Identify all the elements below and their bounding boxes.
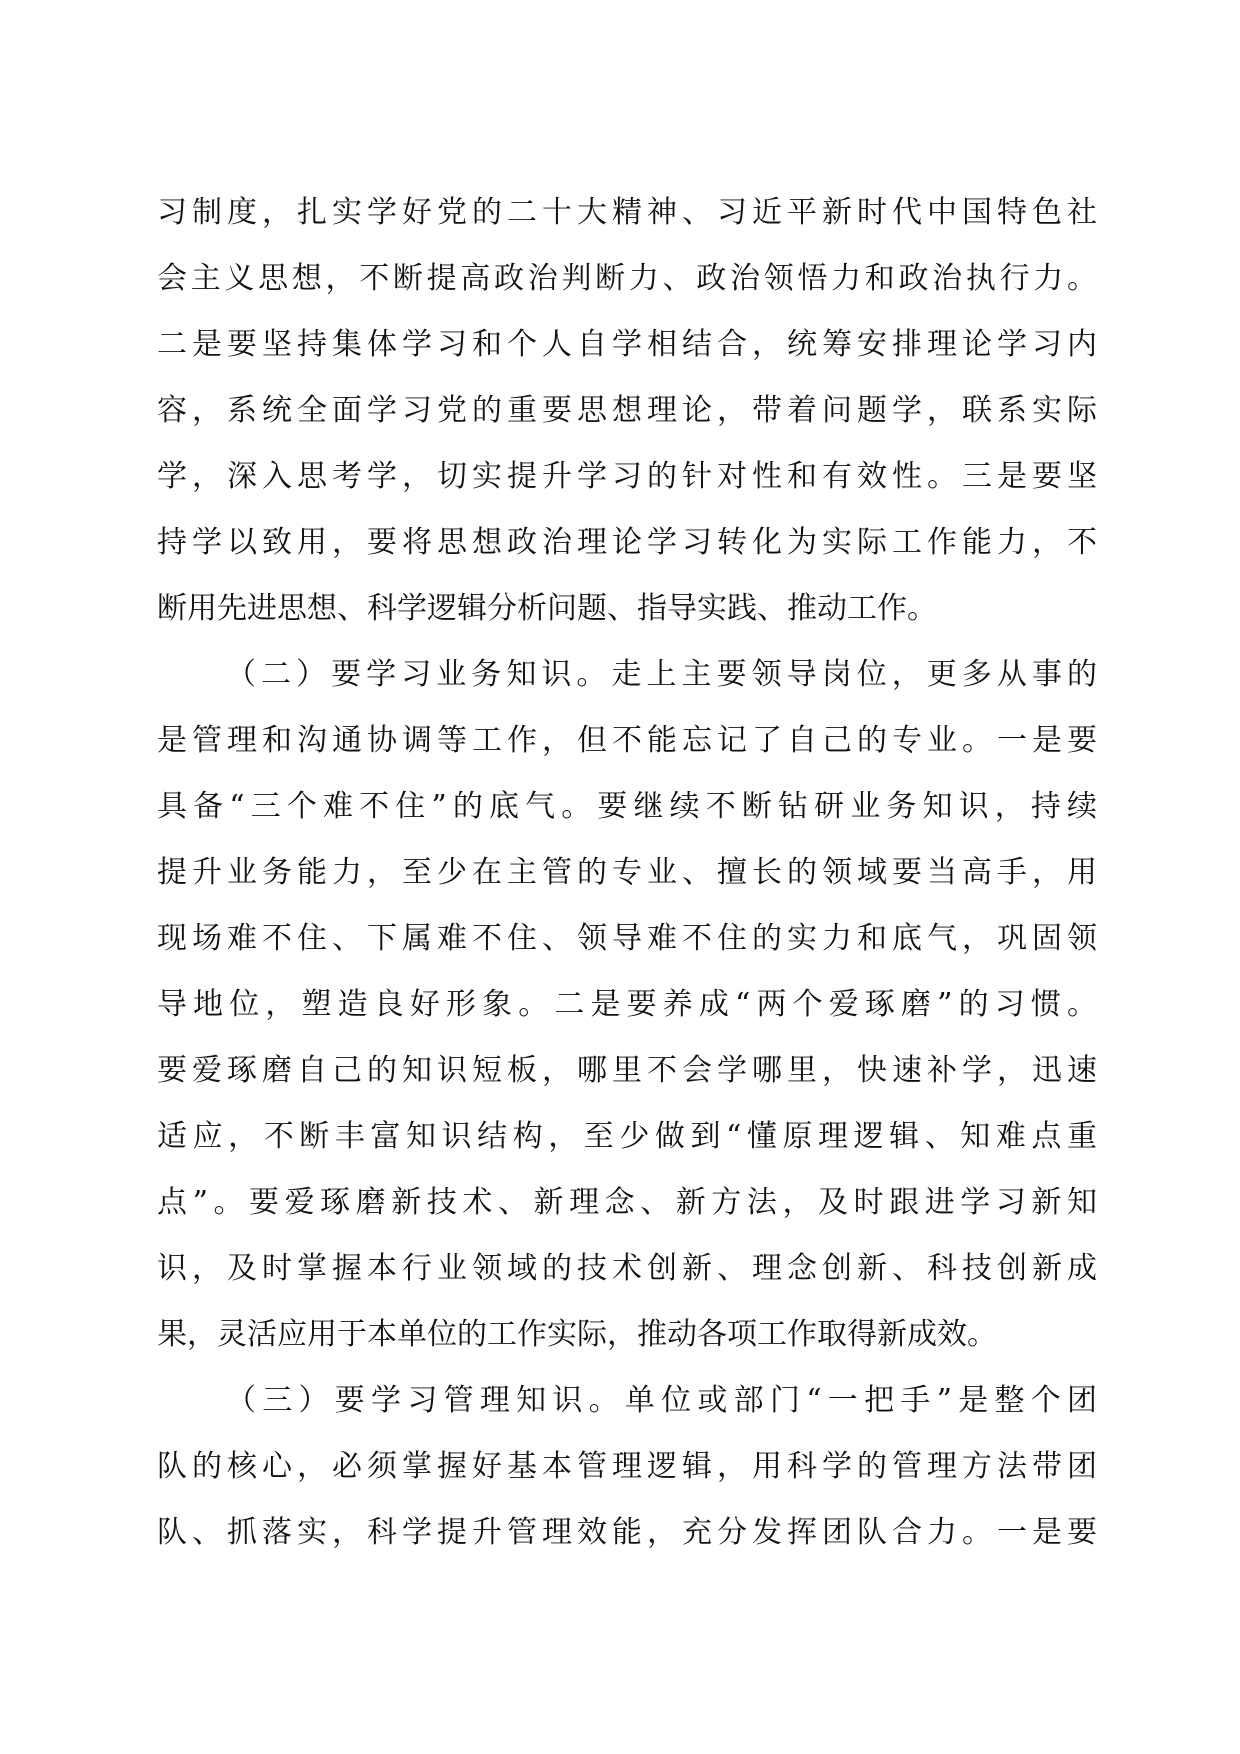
- text-line: 导地位，塑造良好形象。二是要养成“两个爱琢磨”的习惯。: [157, 987, 1097, 1022]
- text-line: 习制度，扎实学好党的二十大精神、习近平新时代中国特色社: [157, 195, 1097, 230]
- section-heading-line: （二）要学习业务知识。走上主要领导岗位，更多从事的: [226, 657, 1097, 692]
- text-line: 要爱琢磨自己的知识短板，哪里不会学哪里，快速补学，迅速: [157, 1053, 1097, 1088]
- body-text: [157, 180, 1097, 1566]
- text-line: 识，及时掌握本行业领域的技术创新、理念创新、科技创新成: [157, 1251, 1097, 1286]
- text-line: 队的核心，必须掌握好基本管理逻辑，用科学的管理方法带团: [157, 1449, 1097, 1484]
- text-line: 学，深入思考学，切实提升学习的针对性和有效性。三是要坚: [157, 459, 1097, 494]
- text-line: 队、抓落实，科学提升管理效能，充分发挥团队合力。一是要: [157, 1515, 1097, 1550]
- text-line: 会主义思想，不断提高政治判断力、政治领悟力和政治执行力。: [157, 261, 1097, 296]
- text-line: 是管理和沟通协调等工作，但不能忘记了自己的专业。一是要: [157, 723, 1097, 758]
- text-line: 果，灵活应用于本单位的工作实际，推动各项工作取得新成效。: [157, 1317, 997, 1352]
- text-line: 点”。要爱琢磨新技术、新理念、新方法，及时跟进学习新知: [157, 1185, 1097, 1220]
- text-line: 现场难不住、下属难不住、领导难不住的实力和底气，巩固领: [157, 921, 1097, 956]
- text-line: 提升业务能力，至少在主管的专业、擅长的领域要当高手，用: [157, 855, 1097, 890]
- text-line: 断用先进思想、科学逻辑分析问题、指导实践、推动工作。: [157, 591, 937, 626]
- text-line: 二是要坚持集体学习和个人自学相结合，统筹安排理论学习内: [157, 327, 1097, 362]
- text-line: 适应，不断丰富知识结构，至少做到“懂原理逻辑、知难点重: [157, 1119, 1097, 1154]
- text-line: 持学以致用，要将思想政治理论学习转化为实际工作能力，不: [157, 525, 1097, 560]
- section-heading-line: （三）要学习管理知识。单位或部门“一把手”是整个团: [226, 1383, 1097, 1418]
- text-line: 具备“三个难不住”的底气。要继续不断钻研业务知识，持续: [157, 789, 1097, 824]
- text-line: 容，系统全面学习党的重要思想理论，带着问题学，联系实际: [157, 393, 1097, 428]
